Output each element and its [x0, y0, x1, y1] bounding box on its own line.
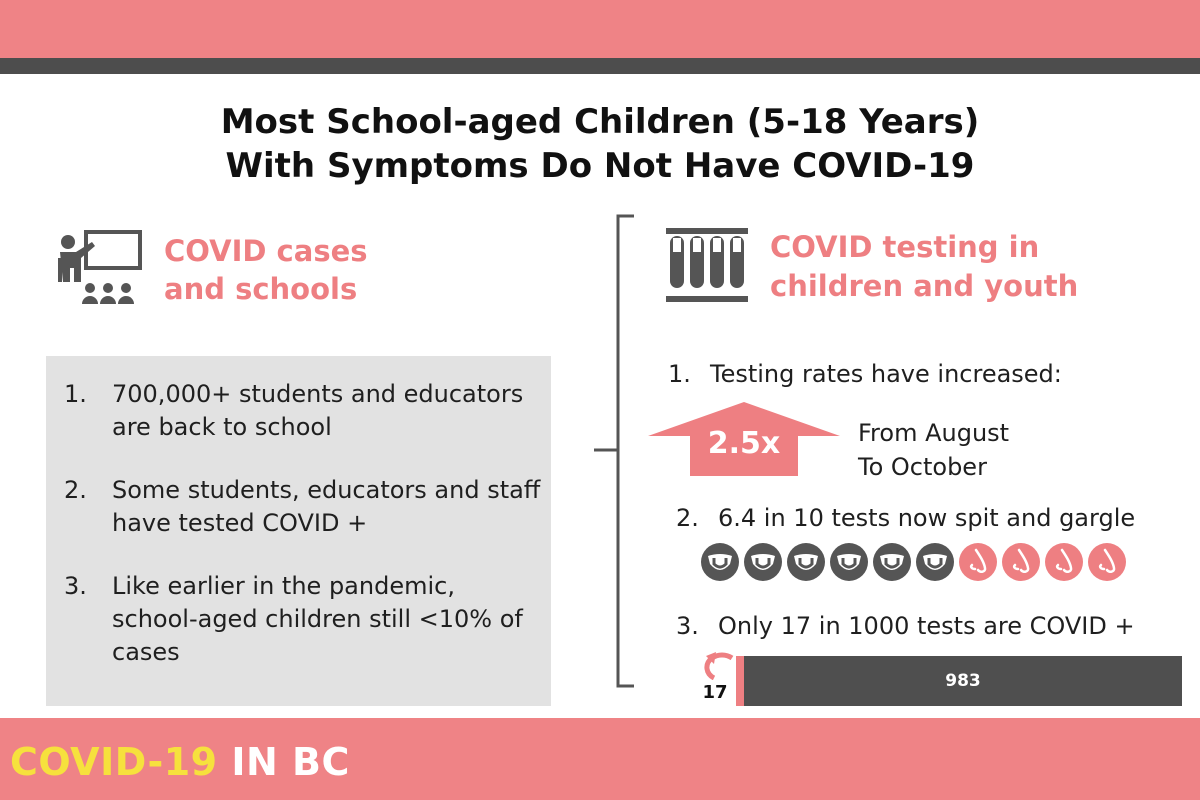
- increase-period: [858, 416, 1009, 484]
- cases-schools-box: [46, 356, 551, 706]
- testing-item-2: [676, 502, 1135, 534]
- top-rule: [0, 58, 1200, 74]
- list-item: [64, 474, 544, 540]
- left-heading-line-1: COVID cases: [164, 234, 368, 268]
- list-item: [64, 378, 544, 444]
- cases-schools-list: [64, 378, 544, 699]
- top-band: [0, 0, 1200, 58]
- spit-gargle-icon: [700, 542, 740, 582]
- teacher-presentation-icon: [52, 228, 144, 312]
- bar-positive-segment: [736, 656, 744, 706]
- footer-in-bc: IN BC: [231, 740, 350, 784]
- nose-swab-icon: [958, 542, 998, 582]
- list-item-number: 2.: [676, 504, 699, 532]
- list-item-text: Some students, educators and staff have tested COVID +: [112, 476, 541, 537]
- positivity-bar: [700, 650, 1184, 706]
- curly-bracket: [592, 214, 638, 688]
- list-item-text: 700,000+ students and educators are back to school: [112, 380, 524, 441]
- title-line-1: Most School-aged Children (5-18 Years): [220, 102, 980, 142]
- spit-gargle-icon: [872, 542, 912, 582]
- increase-arrow-label: 2.5x: [707, 426, 781, 461]
- list-item-text: Testing rates have increased:: [710, 360, 1062, 388]
- right-heading-line-1: COVID testing in: [770, 230, 1040, 264]
- nose-swab-icon: [1044, 542, 1084, 582]
- list-item-number: 1.: [668, 360, 691, 388]
- spit-gargle-icon: [915, 542, 955, 582]
- right-heading-line-2: children and youth: [770, 269, 1079, 303]
- nose-swab-icon: [1001, 542, 1041, 582]
- list-item-number: 2.: [64, 476, 87, 504]
- list-item: [64, 570, 544, 669]
- negative-count: 983: [945, 671, 981, 691]
- left-heading: [164, 232, 368, 308]
- footer-covid: COVID-19: [10, 740, 218, 784]
- testing-item-1: [668, 358, 1062, 390]
- increase-period-line-1: From August: [858, 419, 1010, 447]
- list-item-number: 1.: [64, 380, 87, 408]
- left-heading-line-2: and schools: [164, 272, 358, 306]
- positive-count: 17: [702, 682, 728, 703]
- spit-gargle-icon: [743, 542, 783, 582]
- testing-item-3: [676, 610, 1135, 642]
- list-item-number: 3.: [676, 612, 699, 640]
- page-title: [0, 100, 1200, 188]
- test-type-icons: [700, 542, 1180, 582]
- footer-branding: [10, 742, 350, 782]
- list-item-text: Like earlier in the pandemic, school-aged children still <10% of cases: [112, 572, 523, 666]
- bar-negative-segment: [744, 656, 1182, 706]
- list-item-text: Only 17 in 1000 tests are COVID +: [718, 612, 1135, 640]
- spit-gargle-icon: [829, 542, 869, 582]
- test-tubes-icon: [664, 226, 750, 304]
- spit-gargle-icon: [786, 542, 826, 582]
- curved-arrow-icon: [700, 650, 736, 680]
- right-heading: [770, 228, 1078, 306]
- nose-swab-icon: [1087, 542, 1127, 582]
- increase-period-line-2: To October: [858, 453, 987, 481]
- title-line-2: With Symptoms Do Not Have COVID-19: [225, 146, 975, 186]
- list-item-number: 3.: [64, 572, 87, 600]
- list-item-text: 6.4 in 10 tests now spit and gargle: [718, 504, 1136, 532]
